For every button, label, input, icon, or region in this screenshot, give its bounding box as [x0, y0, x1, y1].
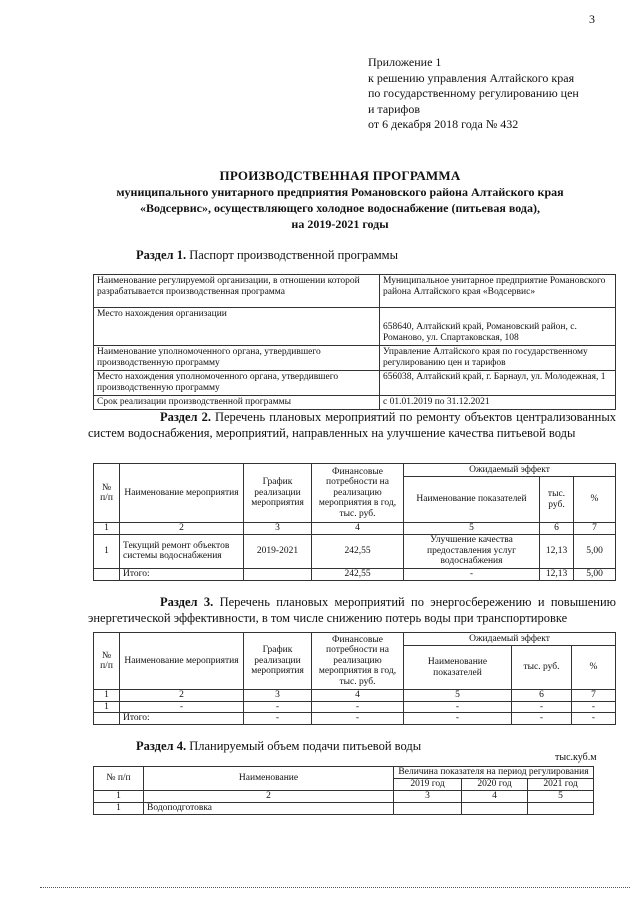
- page-number: 3: [589, 12, 595, 26]
- header-year: 2021 год: [528, 779, 594, 791]
- header-period: Величина показателя на период регулирования: [394, 767, 594, 779]
- cell-indicator: Улучшение качества предоставления услуг водоснабжения: [404, 534, 540, 568]
- table-row: [94, 371, 616, 396]
- total-rub: 12,13: [540, 568, 574, 580]
- header-name: Наименование: [144, 767, 394, 791]
- table-row: [94, 803, 594, 815]
- cell-empty: [94, 568, 120, 580]
- header-pct: %: [574, 477, 616, 523]
- colnum: 1: [94, 523, 120, 535]
- appendix-line: к решению управления Алтайского края: [368, 70, 575, 85]
- unit-label: тыс.куб.м: [555, 752, 597, 763]
- colnum: 2: [120, 690, 244, 702]
- section2-heading: [88, 410, 616, 441]
- colnum: 4: [312, 690, 404, 702]
- section2-heading-bold: Раздел 2.: [160, 410, 211, 424]
- colnum: 6: [512, 690, 572, 702]
- cell-schedule: -: [244, 701, 312, 713]
- colnum: 2: [120, 523, 244, 535]
- header-finance: Финансовые потребности на реализацию мероприятия в год, тыс. руб.: [312, 464, 404, 523]
- cell-empty: [94, 713, 120, 725]
- colnum: 6: [540, 523, 574, 535]
- cell-empty: [528, 803, 594, 815]
- header-schedule: График реализации мероприятия: [244, 464, 312, 523]
- appendix-line: по государственному регулированию цен: [368, 86, 579, 100]
- colnum: 1: [94, 690, 120, 702]
- section1-heading-text: Паспорт производственной программы: [186, 248, 398, 262]
- header-finance: Финансовые потребности на реализацию мероприятия в год, тыс. руб.: [312, 633, 404, 690]
- colnum: 1: [94, 791, 144, 803]
- cell-pct: -: [572, 701, 616, 713]
- header-name: Наименование мероприятия: [120, 464, 244, 523]
- cell-finance: -: [312, 701, 404, 713]
- cell-rub: 12,13: [540, 534, 574, 568]
- table-row: [94, 308, 616, 346]
- passport-table: [93, 274, 616, 410]
- colnum: 5: [404, 690, 512, 702]
- table-row: [94, 534, 616, 568]
- header-name: Наименование мероприятия: [120, 633, 244, 690]
- cell-rub: -: [512, 701, 572, 713]
- table-header-row: [94, 464, 616, 477]
- water-volume-table: [93, 766, 594, 815]
- passport-label: Наименование уполномоченного органа, утвердившего производственную программу: [94, 346, 380, 371]
- appendix-line: и тарифов: [368, 101, 421, 116]
- passport-label: Наименование регулируемой организации, в отношении которой разрабатывается производственная программа: [94, 275, 380, 308]
- repair-measures-table: [93, 463, 616, 581]
- total-rub: -: [512, 713, 572, 725]
- cell-name: Текущий ремонт объектов системы водоснабжения: [120, 534, 244, 568]
- header-year: 2019 год: [394, 779, 462, 791]
- cell-empty: [244, 568, 312, 580]
- header-effect: Ожидаемый эффект: [404, 633, 616, 646]
- passport-label: Место нахождения уполномоченного органа, утвердившего производственную программу: [94, 371, 380, 396]
- colnum: 4: [312, 523, 404, 535]
- passport-value: Муниципальное унитарное предприятие Романовского района Алтайского края «Водсервис»: [380, 275, 616, 308]
- header-pct: %: [572, 646, 616, 690]
- column-number-row: [94, 690, 616, 702]
- appendix-line: Приложение 1: [368, 55, 442, 69]
- colnum: 3: [394, 791, 462, 803]
- table-row: [94, 346, 616, 371]
- passport-value: 656038, Алтайский край, г. Барнаул, ул. Молодежная, 1: [380, 371, 616, 396]
- table-total-row: [94, 713, 616, 725]
- colnum: 7: [572, 690, 616, 702]
- section3-heading-text: Перечень плановых мероприятий по энергосбережению и повышению энергетической эффективности, в том числе снижению потерь воды при транспортировке: [88, 595, 616, 625]
- header-indicator: Наименование показателей: [404, 477, 540, 523]
- passport-value: с 01.01.2019 по 31.12.2021: [380, 396, 616, 410]
- cell-name: Водоподготовка: [144, 803, 394, 815]
- passport-value: 658640, Алтайский край, Романовский район, с. Романово, ул. Спартаковская, 108: [380, 308, 616, 346]
- total-indicator: -: [404, 568, 540, 580]
- table-row: [94, 701, 616, 713]
- section4-heading: [136, 739, 421, 755]
- colnum: 5: [528, 791, 594, 803]
- total-schedule: -: [244, 713, 312, 725]
- total-finance: 242,55: [312, 568, 404, 580]
- total-label: Итого:: [120, 568, 244, 580]
- column-number-row: [94, 791, 594, 803]
- page-bottom-divider: [40, 887, 630, 888]
- header-num: № п/п: [94, 767, 144, 791]
- section4-heading-bold: Раздел 4.: [136, 739, 187, 753]
- header-rub: тыс. руб.: [540, 477, 574, 523]
- total-label: Итого:: [120, 713, 244, 725]
- cell-indicator: -: [404, 701, 512, 713]
- section3-heading: [88, 595, 616, 626]
- cell-num: 1: [94, 701, 120, 713]
- total-indicator: -: [404, 713, 512, 725]
- header-schedule: График реализации мероприятия: [244, 633, 312, 690]
- cell-num: 1: [94, 803, 144, 815]
- table-header-row: [94, 767, 594, 779]
- table-total-row: [94, 568, 616, 580]
- total-pct: -: [572, 713, 616, 725]
- colnum: 4: [462, 791, 528, 803]
- passport-label: Место нахождения организации: [94, 308, 380, 346]
- header-indicator: Наименование показателей: [404, 646, 512, 690]
- table-header-row: [94, 633, 616, 646]
- header-num: № п/п: [94, 633, 120, 690]
- column-number-row: [94, 523, 616, 535]
- section3-heading-bold: Раздел 3.: [160, 595, 214, 609]
- colnum: 7: [574, 523, 616, 535]
- total-finance: -: [312, 713, 404, 725]
- passport-value: Управление Алтайского края по государственному регулированию цен и тарифов: [380, 346, 616, 371]
- cell-empty: [394, 803, 462, 815]
- section4-heading-text: Планируемый объем подачи питьевой воды: [186, 739, 422, 753]
- appendix-block: [368, 55, 618, 133]
- colnum: 3: [244, 690, 312, 702]
- header-year: 2020 год: [462, 779, 528, 791]
- cell-num: 1: [94, 534, 120, 568]
- title-line: муниципального унитарного предприятия Романовского района Алтайского края: [116, 185, 564, 199]
- cell-finance: 242,55: [312, 534, 404, 568]
- table-row: [94, 275, 616, 308]
- header-rub: тыс. руб.: [512, 646, 572, 690]
- total-pct: 5,00: [574, 568, 616, 580]
- appendix-line: от 6 декабря 2018 года № 432: [368, 117, 519, 131]
- cell-empty: [462, 803, 528, 815]
- colnum: 5: [404, 523, 540, 535]
- header-effect: Ожидаемый эффект: [404, 464, 616, 477]
- table-row: [94, 396, 616, 410]
- cell-name: -: [120, 701, 244, 713]
- cell-schedule: 2019-2021: [244, 534, 312, 568]
- section1-heading-bold: Раздел 1.: [136, 248, 187, 262]
- title-line: ПРОИЗВОДСТВЕННАЯ ПРОГРАММА: [219, 168, 461, 183]
- colnum: 3: [244, 523, 312, 535]
- section1-heading: [136, 248, 398, 264]
- passport-label: Срок реализации производственной программы: [94, 396, 380, 410]
- colnum: 2: [144, 791, 394, 803]
- section2-heading-text: Перечень плановых мероприятий по ремонту объектов централизованных систем водоснабжения, мероприятий, направленных на улучшение качества питьевой воды: [88, 410, 616, 440]
- header-num: № п/п: [94, 464, 120, 523]
- title-line: на 2019-2021 годы: [291, 217, 389, 231]
- document-title: [60, 168, 620, 232]
- title-line: «Водсервис», осуществляющего холодное водоснабжение (питьевая вода),: [140, 201, 540, 215]
- cell-pct: 5,00: [574, 534, 616, 568]
- energy-measures-table: [93, 632, 616, 725]
